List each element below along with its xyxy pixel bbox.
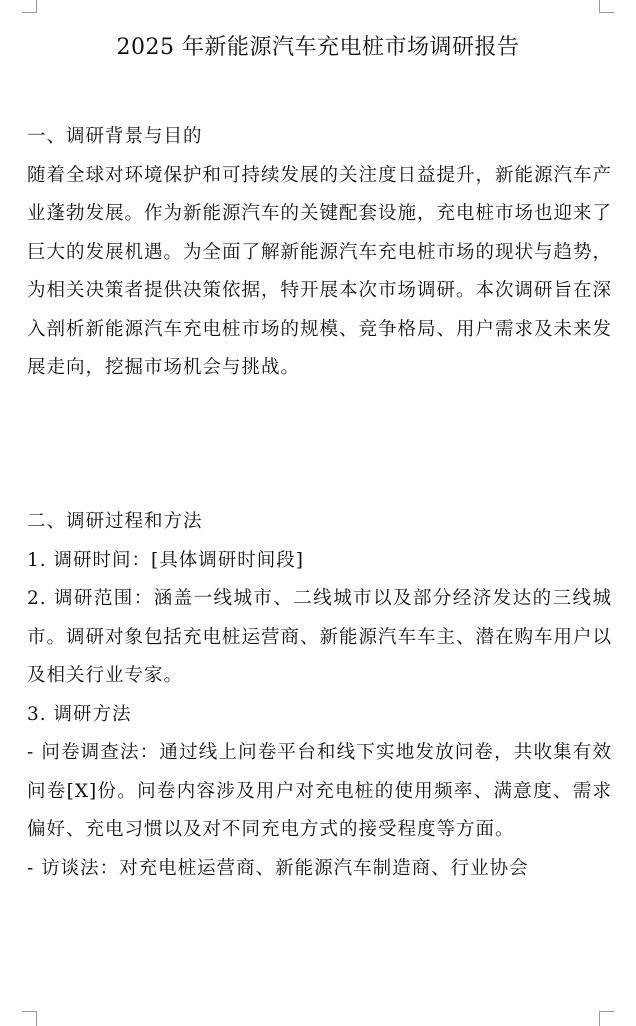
interview-method: - 访谈法：对充电桩运营商、新能源汽车制造商、行业协会 <box>27 857 529 879</box>
questionnaire-method: - 问卷调查法：通过线上问卷平台和线下实地发放问卷，共收集有效问卷[X]份。问卷内容涉及用户对充电桩的使用频率、满意度、需求偏好、充电习惯以及对不同充电方式的接受程度等方面。 <box>27 742 612 840</box>
crop-mark-top-right <box>599 0 614 13</box>
section-1 <box>27 118 612 388</box>
survey-method-item: 3. 调研方法 <box>27 703 132 725</box>
survey-scope-item: 2. 调研范围：涵盖一线城市、二线城市以及部分经济发达的三线城市。调研对象包括充电桩运营商、新能源汽车车主、潜在购车用户以及相关行业专家。 <box>27 588 613 686</box>
section-1-paragraph: 随着全球对环境保护和可持续发展的关注度日益提升，新能源汽车产业蓬勃发展。作为新能源汽车的关键配套设施，充电桩市场也迎来了巨大的发展机遇。为全面了解新能源汽车充电桩市场的现状与趋势，为相关决策者提供决策依据，特开展本次市场调研。本次调研旨在深入剖析新能源汽车充电桩市场的规模、竞争格局、用户需求及未来发展走向，挖掘市场机会与挑战。 <box>27 164 613 378</box>
crop-mark-top-left <box>22 0 37 13</box>
survey-time-item: 1. 调研时间：[具体调研时间段] <box>27 549 304 571</box>
document-title: 2025 年新能源汽车充电桩市场调研报告 <box>116 35 520 60</box>
section-2 <box>27 503 612 888</box>
section-1-heading: 一、调研背景与目的 <box>27 126 203 147</box>
section-2-heading: 二、调研过程和方法 <box>27 511 203 532</box>
